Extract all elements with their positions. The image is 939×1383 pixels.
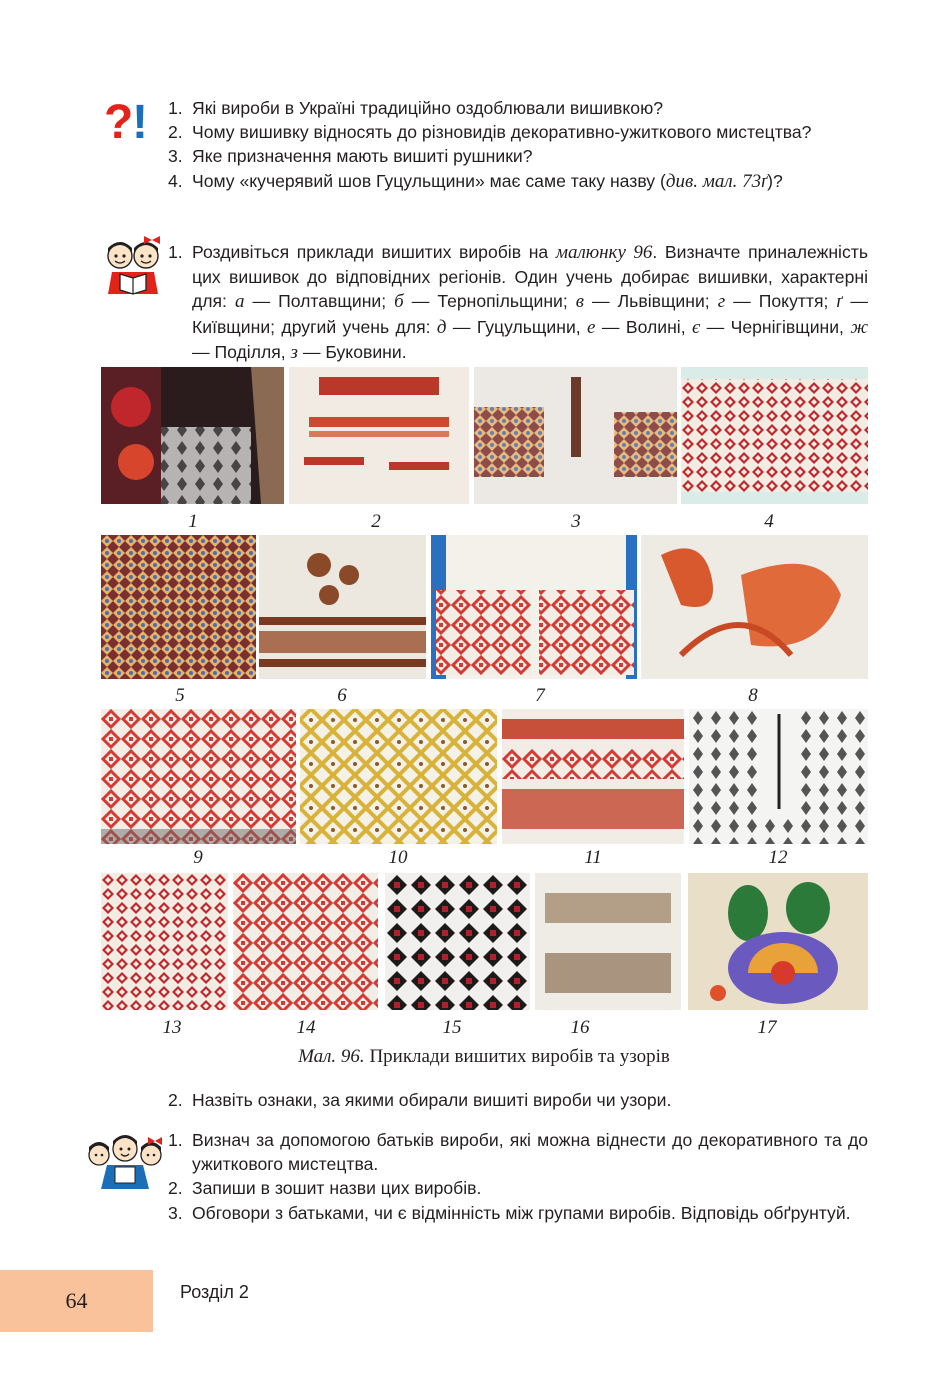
photo-label: 10 bbox=[388, 847, 408, 868]
home-task-item: 3. Обговори з батьками, чи є відмінність між групами виробів. Відповідь обґрунтуй. bbox=[168, 1202, 851, 1223]
family-icon bbox=[85, 1133, 165, 1191]
embroidery-photo-1 bbox=[101, 367, 284, 504]
embroidery-photo-4 bbox=[681, 367, 868, 504]
photo-label: 11 bbox=[584, 847, 602, 868]
embroidery-photo-7 bbox=[431, 535, 637, 679]
pair-task bbox=[168, 240, 868, 365]
embroidery-photo-11 bbox=[502, 709, 684, 844]
embroidery-photo-14 bbox=[233, 873, 378, 1010]
embroidery-photo-6 bbox=[259, 535, 426, 679]
svg-text:!: ! bbox=[132, 98, 148, 142]
home-task bbox=[168, 1128, 868, 1225]
photo-label: 7 bbox=[535, 685, 545, 706]
embroidery-photo-10 bbox=[300, 709, 497, 844]
embroidery-photo-5 bbox=[101, 535, 256, 679]
embroidery-photo-8 bbox=[641, 535, 868, 679]
embroidery-photo-12 bbox=[689, 709, 868, 844]
section-label: Розділ 2 bbox=[180, 1282, 249, 1302]
question-item: 4. Чому «кучерявий шов Гуцульщини» має саме таку назву (див. мал. 73ґ)? bbox=[168, 170, 783, 192]
home-task-item: 2. Запиши в зошит назви цих виробів. bbox=[168, 1178, 482, 1199]
figure-caption: Мал. 96. Приклади вишитих виробів та узорів bbox=[298, 1046, 670, 1067]
photo-label: 12 bbox=[768, 847, 788, 868]
figure-reference: див. мал. 73ґ bbox=[665, 170, 768, 192]
photo-label: 5 bbox=[175, 685, 185, 706]
embroidery-photo-15 bbox=[385, 873, 530, 1010]
photo-label: 1 bbox=[188, 511, 198, 532]
photo-label: 4 bbox=[764, 511, 774, 532]
svg-text:?: ? bbox=[104, 98, 134, 142]
embroidery-photo-17 bbox=[688, 873, 868, 1010]
photo-label: 6 bbox=[337, 685, 347, 706]
photo-label: 3 bbox=[571, 511, 581, 532]
photo-label: 13 bbox=[162, 1017, 182, 1038]
question-item: 3. Яке призначення мають вишиті рушники? bbox=[168, 146, 533, 167]
photo-label: 15 bbox=[442, 1017, 462, 1038]
question-item: 1. Які вироби в Україні традиційно оздоблювали вишивкою? bbox=[168, 98, 664, 118]
photo-label: 16 bbox=[570, 1017, 590, 1038]
embroidery-photo-2 bbox=[289, 367, 469, 504]
photo-label: 8 bbox=[748, 685, 758, 706]
pair-task-item-2: 2. Назвіть ознаки, за якими обирали вишиті вироби чи узори. bbox=[168, 1090, 672, 1110]
two-children-book-icon bbox=[102, 236, 164, 296]
embroidery-photo-13 bbox=[101, 873, 228, 1010]
embroidery-photo-3 bbox=[474, 367, 677, 504]
embroidery-photo-16 bbox=[535, 873, 681, 1010]
photo-label: 2 bbox=[371, 511, 381, 532]
photo-label: 9 bbox=[193, 847, 203, 868]
question-exclamation-icon bbox=[104, 98, 156, 142]
figure-reference: малюнку 96 bbox=[555, 242, 653, 263]
questions-list bbox=[168, 96, 868, 194]
pair-task-item-1: 1. Роздивіться приклади вишитих виробів на малюнку 96. Визначте приналежність цих вишивок до відповідних регіонів. Один учень добирає вишивки, характерні для: а — Полтавщини; б — Тернопільщини; в — Львівщини; г — Покуття; ґ — Київщини; другий учень для: д — Гуцульщини, е — Волині, є — Чернігівщини, ж — Поділля, з — Буковини. bbox=[168, 242, 869, 363]
question-item: 2. Чому вишивку відносять до різновидів декоративно-ужиткового мистецтва? bbox=[168, 122, 812, 143]
photo-label: 17 bbox=[757, 1017, 777, 1038]
page-number: 64 bbox=[65, 1288, 88, 1313]
photo-label: 14 bbox=[296, 1017, 316, 1038]
embroidery-photo-9 bbox=[101, 709, 296, 844]
home-task-item: 1. Визнач за допомогою батьків вироби, які можна віднести до декоративного та до ужиткового мистецтва. bbox=[168, 1130, 868, 1175]
